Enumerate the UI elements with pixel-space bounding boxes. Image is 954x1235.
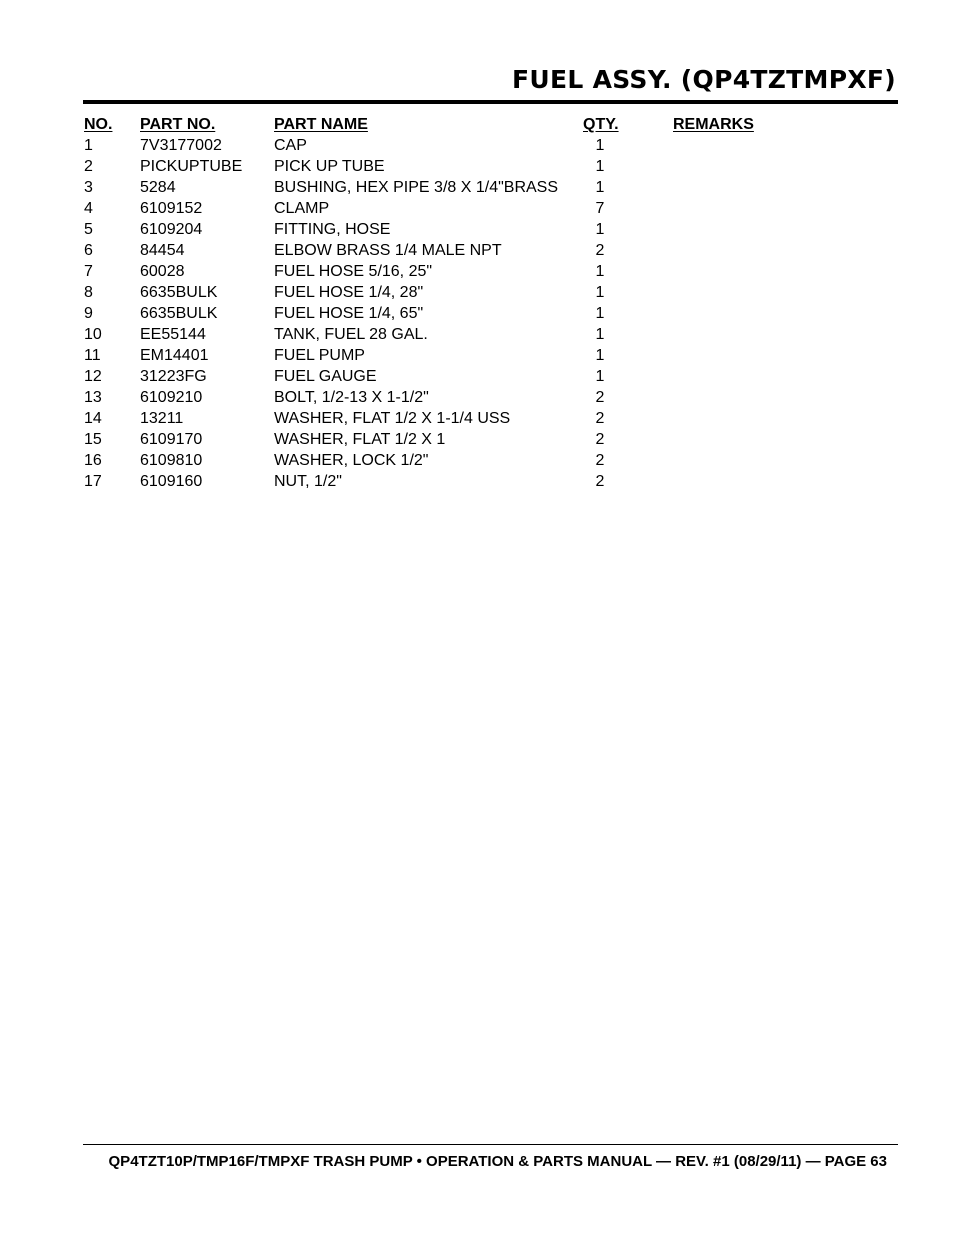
cell-part-name: WASHER, LOCK 1/2" — [274, 452, 429, 469]
cell-part-name: NUT, 1/2" — [274, 473, 342, 490]
cell-part-no: 6109160 — [140, 473, 203, 490]
cell-no: 2 — [84, 158, 93, 175]
cell-part-no: EM14401 — [140, 347, 209, 364]
cell-part-no: 60028 — [140, 263, 185, 280]
header-no: NO. — [84, 116, 113, 133]
cell-qty: 1 — [595, 263, 605, 280]
cell-no: 4 — [84, 200, 93, 217]
cell-no: 10 — [84, 326, 102, 343]
title-divider — [83, 100, 898, 104]
cell-part-no: 6635BULK — [140, 305, 218, 322]
header-part-no: PART NO. — [140, 116, 216, 133]
cell-qty: 7 — [595, 200, 605, 217]
page-title: FUEL ASSY. (QP4TZTMPXF) — [512, 65, 896, 94]
footer-divider — [83, 1144, 898, 1145]
cell-part-name: CLAMP — [274, 200, 330, 217]
cell-part-no: 13211 — [140, 410, 184, 427]
cell-qty: 2 — [595, 242, 605, 259]
cell-part-name: WASHER, FLAT 1/2 X 1-1/4 USS — [274, 410, 511, 427]
cell-qty: 2 — [595, 389, 605, 406]
cell-part-no: 6109170 — [140, 431, 203, 448]
cell-qty: 1 — [595, 137, 605, 154]
cell-part-name: FUEL GAUGE — [274, 368, 377, 385]
cell-no: 7 — [84, 263, 93, 280]
cell-qty: 1 — [595, 179, 605, 196]
header-remarks: REMARKS — [673, 116, 754, 133]
cell-part-name: TANK, FUEL 28 GAL. — [274, 326, 428, 343]
cell-part-name: FUEL HOSE 1/4, 28" — [274, 284, 424, 301]
header-part-name: PART NAME — [274, 116, 368, 133]
cell-part-no: PICKUPTUBE — [140, 158, 243, 175]
cell-part-no: 31223FG — [140, 368, 207, 385]
cell-qty: 1 — [595, 368, 605, 385]
cell-no: 14 — [84, 410, 102, 427]
cell-part-name: PICK UP TUBE — [274, 158, 385, 175]
cell-no: 16 — [84, 452, 102, 469]
cell-qty: 2 — [595, 473, 605, 490]
cell-part-name: ELBOW BRASS 1/4 MALE NPT — [274, 242, 502, 259]
cell-part-name: CAP — [274, 137, 307, 154]
cell-qty: 2 — [595, 431, 605, 448]
cell-part-name: BUSHING, HEX PIPE 3/8 X 1/4"BRASS — [274, 179, 559, 196]
cell-no: 17 — [84, 473, 102, 490]
cell-no: 3 — [84, 179, 93, 196]
cell-part-name: BOLT, 1/2-13 X 1-1/2" — [274, 389, 429, 406]
cell-no: 15 — [84, 431, 102, 448]
cell-no: 13 — [84, 389, 102, 406]
cell-qty: 1 — [595, 326, 605, 343]
cell-part-no: EE55144 — [140, 326, 206, 343]
cell-no: 9 — [84, 305, 93, 322]
cell-qty: 1 — [595, 158, 605, 175]
page-footer: QP4TZT10P/TMP16F/TMPXF TRASH PUMP • OPERATION & PARTS MANUAL — REV. #1 (08/29/11) — PAGE 63 — [108, 1153, 887, 1170]
header-qty: QTY. — [583, 116, 619, 133]
cell-part-name: WASHER, FLAT 1/2 X 1 — [274, 431, 446, 448]
cell-qty: 1 — [595, 284, 605, 301]
cell-part-name: FUEL PUMP — [274, 347, 365, 364]
cell-part-no: 6109152 — [140, 200, 203, 217]
cell-qty: 2 — [595, 452, 605, 469]
cell-part-no: 6635BULK — [140, 284, 218, 301]
cell-qty: 2 — [595, 410, 605, 427]
cell-qty: 1 — [595, 221, 605, 238]
cell-part-name: FITTING, HOSE — [274, 221, 391, 238]
cell-no: 12 — [84, 368, 102, 385]
cell-no: 6 — [84, 242, 93, 259]
cell-no: 11 — [84, 347, 101, 364]
cell-part-no: 7V3177002 — [140, 137, 222, 154]
cell-no: 1 — [84, 137, 93, 154]
cell-part-no: 5284 — [140, 179, 176, 196]
cell-no: 8 — [84, 284, 93, 301]
cell-part-no: 6109210 — [140, 389, 203, 406]
cell-qty: 1 — [595, 305, 605, 322]
cell-part-name: FUEL HOSE 5/16, 25" — [274, 263, 433, 280]
cell-part-no: 84454 — [140, 242, 185, 259]
cell-part-name: FUEL HOSE 1/4, 65" — [274, 305, 424, 322]
cell-no: 5 — [84, 221, 93, 238]
cell-part-no: 6109810 — [140, 452, 203, 469]
cell-part-no: 6109204 — [140, 221, 203, 238]
cell-qty: 1 — [595, 347, 605, 364]
